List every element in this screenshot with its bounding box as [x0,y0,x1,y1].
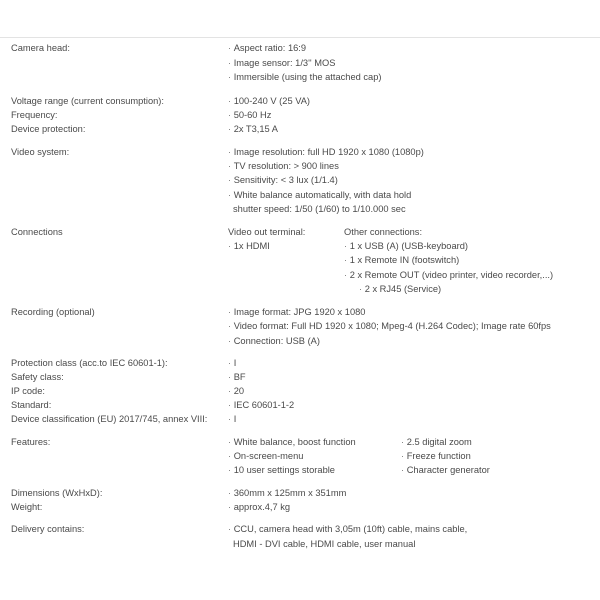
camera-head-value: · Aspect ratio: 16:9 [228,41,306,56]
feature-item: · 2.5 digital zoom [401,435,472,450]
voltage-label: Voltage range (current consumption): [11,96,164,106]
other-connection-item: · 2 x Remote OUT (video printer, video recorder,...) [344,268,553,283]
ip-code-value: · 20 [228,384,244,399]
recording-label: Recording (optional) [11,307,95,317]
video-system-value: · TV resolution: > 900 lines [228,159,339,174]
protection-class-value: · I [228,356,236,371]
feature-item: · 10 user settings storable [228,463,335,478]
video-out-title: Video out terminal: [228,227,306,237]
video-system-continuation: shutter speed: 1/50 (1/60) to 1/10.000 sec [233,204,406,214]
video-system-label: Video system: [11,147,70,157]
voltage-value: · 100-240 V (25 VA) [228,94,310,109]
features-label: Features: [11,437,51,447]
feature-item: · On-screen-menu [228,449,303,464]
feature-item: · White balance, boost function [228,435,356,450]
standard-label: Standard: [11,400,52,410]
frequency-label: Frequency: [11,110,58,120]
frequency-value: · 50-60 Hz [228,108,271,123]
camera-head-value: · Immersible (using the attached cap) [228,70,381,85]
feature-item: · Freeze function [401,449,471,464]
other-connection-item: · 1 x Remote IN (footswitch) [344,253,459,268]
recording-value: · Image format: JPG 1920 x 1080 [228,305,365,320]
ip-code-label: IP code: [11,386,45,396]
device-classification-label: Device classification (EU) 2017/745, annex VIII: [11,414,208,424]
other-connection-item: · 1 x USB (A) (USB-keyboard) [344,239,468,254]
top-divider [0,37,600,38]
dimensions-label: Dimensions (WxHxD): [11,488,103,498]
device-protection-value: · 2x T3,15 A [228,122,278,137]
device-classification-value: · I [228,412,236,427]
camera-head-label: Camera head: [11,43,70,53]
delivery-value: · CCU, camera head with 3,05m (10ft) cable, mains cable, [228,522,467,537]
other-connection-subitem: · 2 x RJ45 (Service) [359,282,441,297]
video-system-value: · Image resolution: full HD 1920 x 1080 (1080p) [228,145,424,160]
other-connections-title: Other connections: [344,227,423,237]
device-protection-label: Device protection: [11,124,86,134]
weight-label: Weight: [11,502,43,512]
video-out-item: · 1x HDMI [228,239,270,254]
safety-class-label: Safety class: [11,372,64,382]
delivery-label: Delivery contains: [11,524,85,534]
video-system-value: · Sensitivity: < 3 lux (1/1.4) [228,173,338,188]
safety-class-value: · BF [228,370,246,385]
protection-class-label: Protection class (acc.to IEC 60601-1): [11,358,168,368]
weight-value: · approx.4,7 kg [228,500,290,515]
delivery-continuation: HDMI - DVI cable, HDMI cable, user manual [233,539,416,549]
camera-head-value: · Image sensor: 1/3'' MOS [228,56,335,71]
video-system-value: · White balance automatically, with data hold [228,188,411,203]
feature-item: · Character generator [401,463,490,478]
dimensions-value: · 360mm x 125mm x 351mm [228,486,346,501]
connections-label: Connections [11,227,63,237]
standard-value: · IEC 60601-1-2 [228,398,294,413]
recording-value: · Connection: USB (A) [228,334,320,349]
recording-value: · Video format: Full HD 1920 x 1080; Mpeg-4 (H.264 Codec); Image rate 60fps [228,319,551,334]
